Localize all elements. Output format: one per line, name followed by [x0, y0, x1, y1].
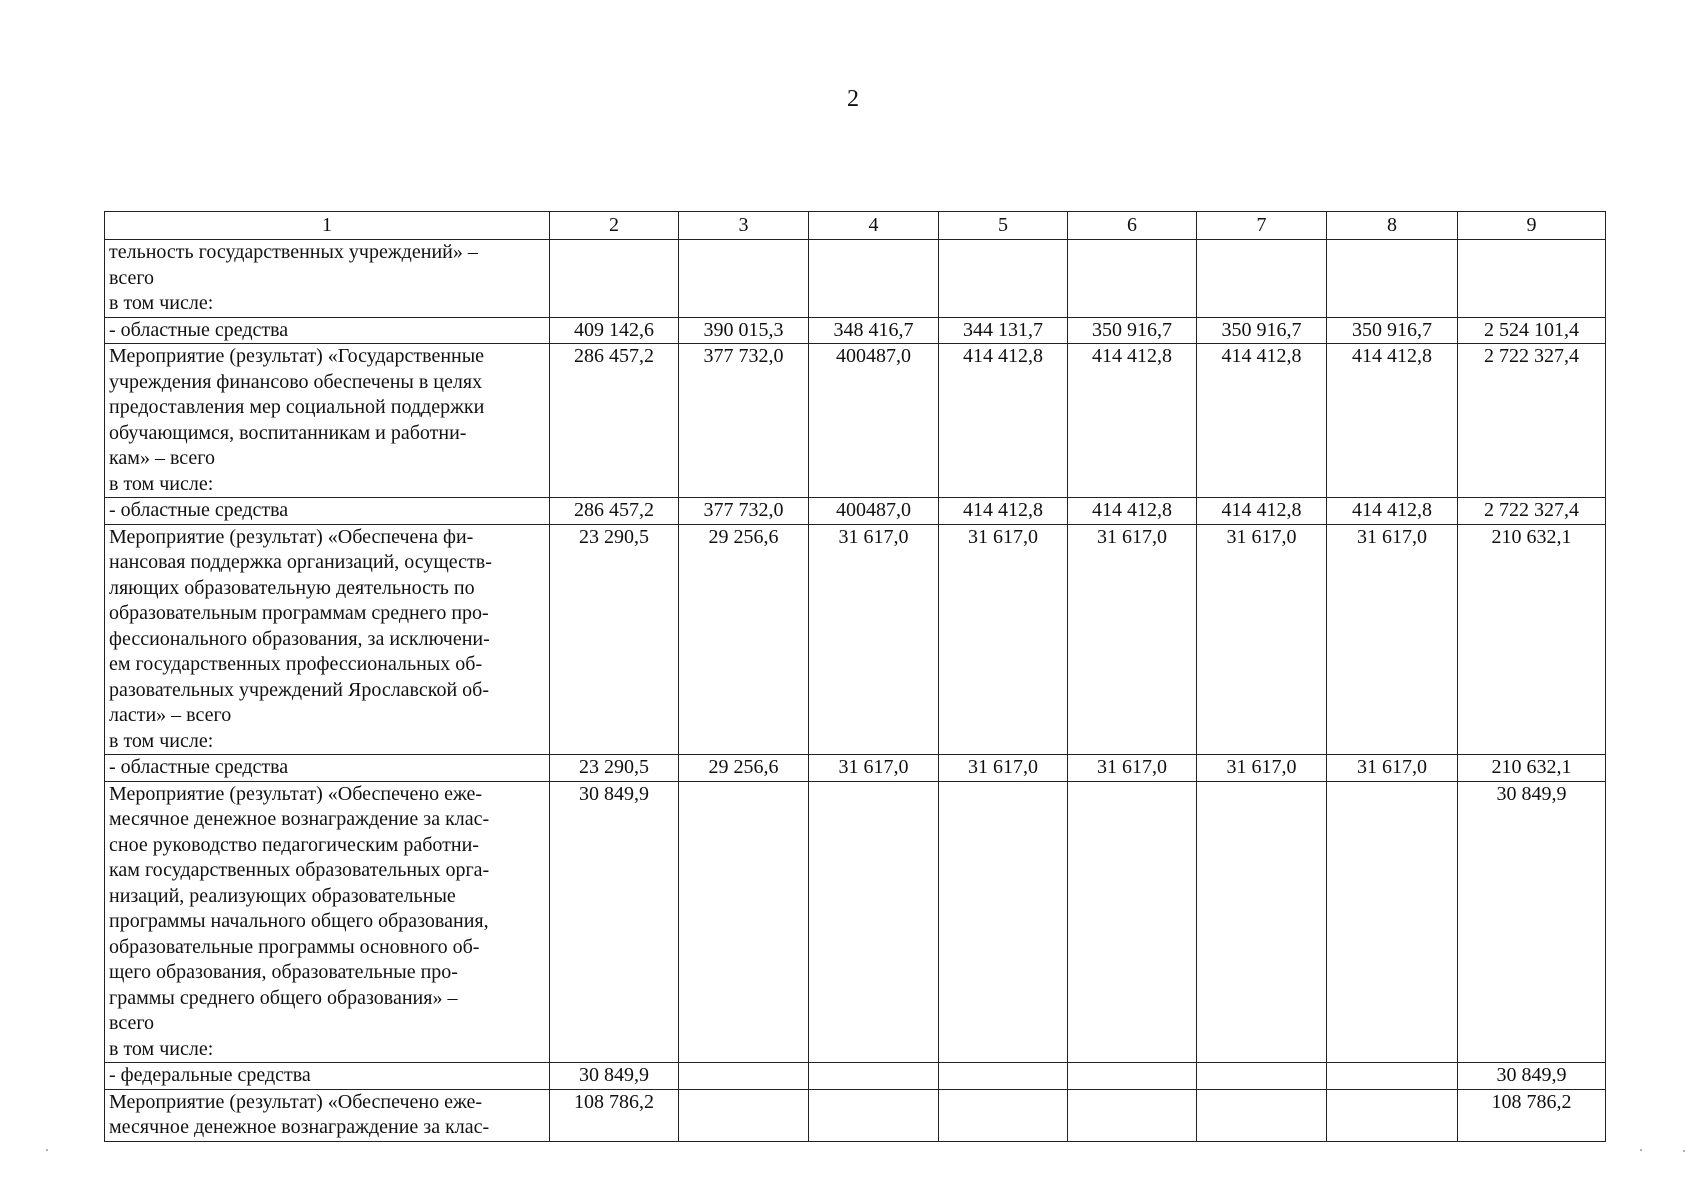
total-cell: 108 786,2: [1458, 1089, 1606, 1141]
total-cell: 2 722 327,4: [1458, 498, 1606, 525]
value-cell: 400487,0: [809, 498, 939, 525]
value-cell: [939, 1089, 1068, 1141]
value-cell: 286 457,2: [550, 498, 679, 525]
total-cell: 2 722 327,4: [1458, 344, 1606, 498]
total-cell: [1458, 240, 1606, 318]
value-cell: 31 617,0: [809, 755, 939, 782]
scan-speck: [1640, 1149, 1642, 1151]
value-cell: 414 412,8: [1197, 344, 1327, 498]
value-cell: 31 617,0: [1327, 755, 1458, 782]
value-cell: 409 142,6: [550, 317, 679, 344]
value-cell: 286 457,2: [550, 344, 679, 498]
column-header: 6: [1068, 212, 1197, 240]
value-cell: [939, 781, 1068, 1063]
value-cell: 344 131,7: [939, 317, 1068, 344]
value-cell: 31 617,0: [809, 524, 939, 755]
value-cell: 414 412,8: [1068, 498, 1197, 525]
value-cell: 108 786,2: [550, 1089, 679, 1141]
table-row: [105, 524, 1606, 755]
value-cell: 23 290,5: [550, 755, 679, 782]
row-label: Мероприятие (результат) «Обеспечено еже- месячное денежное вознаграждение за клас-: [105, 1089, 550, 1141]
row-label: - федеральные средства: [105, 1063, 550, 1090]
page-number: 2: [847, 86, 859, 112]
value-cell: 377 732,0: [679, 498, 809, 525]
value-cell: [1197, 1063, 1327, 1090]
value-cell: 414 412,8: [939, 344, 1068, 498]
value-cell: [1197, 240, 1327, 318]
value-cell: [1197, 1089, 1327, 1141]
total-cell: 30 849,9: [1458, 781, 1606, 1063]
total-cell: 2 524 101,4: [1458, 317, 1606, 344]
table-row: [105, 498, 1606, 525]
value-cell: 30 849,9: [550, 781, 679, 1063]
scan-speck: [46, 1149, 48, 1151]
value-cell: 414 412,8: [1327, 344, 1458, 498]
value-cell: 30 849,9: [550, 1063, 679, 1090]
value-cell: 23 290,5: [550, 524, 679, 755]
value-cell: [809, 781, 939, 1063]
value-cell: 31 617,0: [1197, 524, 1327, 755]
row-label: Мероприятие (результат) «Обеспечена фи- нансовая поддержка организаций, осуществ- ляющих образовательную деятельность по образовательным программам среднего про- фессионального образования, за исключени- ем государственных профессиональных об- разовательных учреждений Ярославской об- ласти» – всего в том числе:: [105, 524, 550, 755]
value-cell: [679, 1063, 809, 1090]
total-cell: 30 849,9: [1458, 1063, 1606, 1090]
table-row: [105, 240, 1606, 318]
value-cell: 31 617,0: [939, 755, 1068, 782]
table-body: [105, 240, 1606, 1142]
table-row: [105, 1089, 1606, 1141]
total-cell: 210 632,1: [1458, 755, 1606, 782]
value-cell: 390 015,3: [679, 317, 809, 344]
row-label: - областные средства: [105, 755, 550, 782]
value-cell: [679, 1089, 809, 1141]
value-cell: [809, 1063, 939, 1090]
value-cell: 350 916,7: [1068, 317, 1197, 344]
value-cell: [1327, 1089, 1458, 1141]
value-cell: 414 412,8: [1068, 344, 1197, 498]
value-cell: 31 617,0: [939, 524, 1068, 755]
row-label: - областные средства: [105, 317, 550, 344]
value-cell: [679, 781, 809, 1063]
value-cell: 29 256,6: [679, 755, 809, 782]
column-header: 9: [1458, 212, 1606, 240]
value-cell: [1068, 1063, 1197, 1090]
row-label: Мероприятие (результат) «Обеспечено еже- месячное денежное вознаграждение за клас- сное руководство педагогическим работни- кам государственных образовательных орга- низаций, реализующих образовательные программы начального общего образования, образовательные программы основного об- щего образования, образовательные про- граммы среднего общего образования» – всего в том числе:: [105, 781, 550, 1063]
value-cell: 29 256,6: [679, 524, 809, 755]
value-cell: 31 617,0: [1197, 755, 1327, 782]
value-cell: 31 617,0: [1068, 524, 1197, 755]
value-cell: 31 617,0: [1327, 524, 1458, 755]
value-cell: 350 916,7: [1197, 317, 1327, 344]
value-cell: 377 732,0: [679, 344, 809, 498]
column-header: 1: [105, 212, 550, 240]
scan-speck: [1683, 1150, 1685, 1152]
column-header: 4: [809, 212, 939, 240]
value-cell: 414 412,8: [1327, 498, 1458, 525]
column-header: 8: [1327, 212, 1458, 240]
table-row: [105, 781, 1606, 1063]
value-cell: [809, 240, 939, 318]
column-header: 2: [550, 212, 679, 240]
value-cell: 350 916,7: [1327, 317, 1458, 344]
table-row: [105, 755, 1606, 782]
column-number-row: [105, 212, 1606, 240]
column-header: 3: [679, 212, 809, 240]
value-cell: 414 412,8: [1197, 498, 1327, 525]
value-cell: [679, 240, 809, 318]
table-row: [105, 1063, 1606, 1090]
value-cell: [1068, 240, 1197, 318]
value-cell: [1068, 1089, 1197, 1141]
value-cell: [550, 240, 679, 318]
value-cell: [1327, 240, 1458, 318]
row-label: - областные средства: [105, 498, 550, 525]
column-header: 7: [1197, 212, 1327, 240]
row-label: Мероприятие (результат) «Государственные учреждения финансово обеспечены в целях предоставления мер социальной поддержки обучающимся, воспитанникам и работни- кам» – всего в том числе:: [105, 344, 550, 498]
column-header: 5: [939, 212, 1068, 240]
value-cell: 31 617,0: [1068, 755, 1197, 782]
value-cell: [1327, 1063, 1458, 1090]
table-row: [105, 344, 1606, 498]
value-cell: 414 412,8: [939, 498, 1068, 525]
value-cell: [1068, 781, 1197, 1063]
value-cell: [1327, 781, 1458, 1063]
value-cell: [939, 1063, 1068, 1090]
value-cell: [939, 240, 1068, 318]
value-cell: [1197, 781, 1327, 1063]
budget-table: [104, 211, 1606, 1142]
table-row: [105, 317, 1606, 344]
total-cell: 210 632,1: [1458, 524, 1606, 755]
value-cell: [809, 1089, 939, 1141]
value-cell: 348 416,7: [809, 317, 939, 344]
value-cell: 400487,0: [809, 344, 939, 498]
row-label: тельность государственных учреждений» – всего в том числе:: [105, 240, 550, 318]
